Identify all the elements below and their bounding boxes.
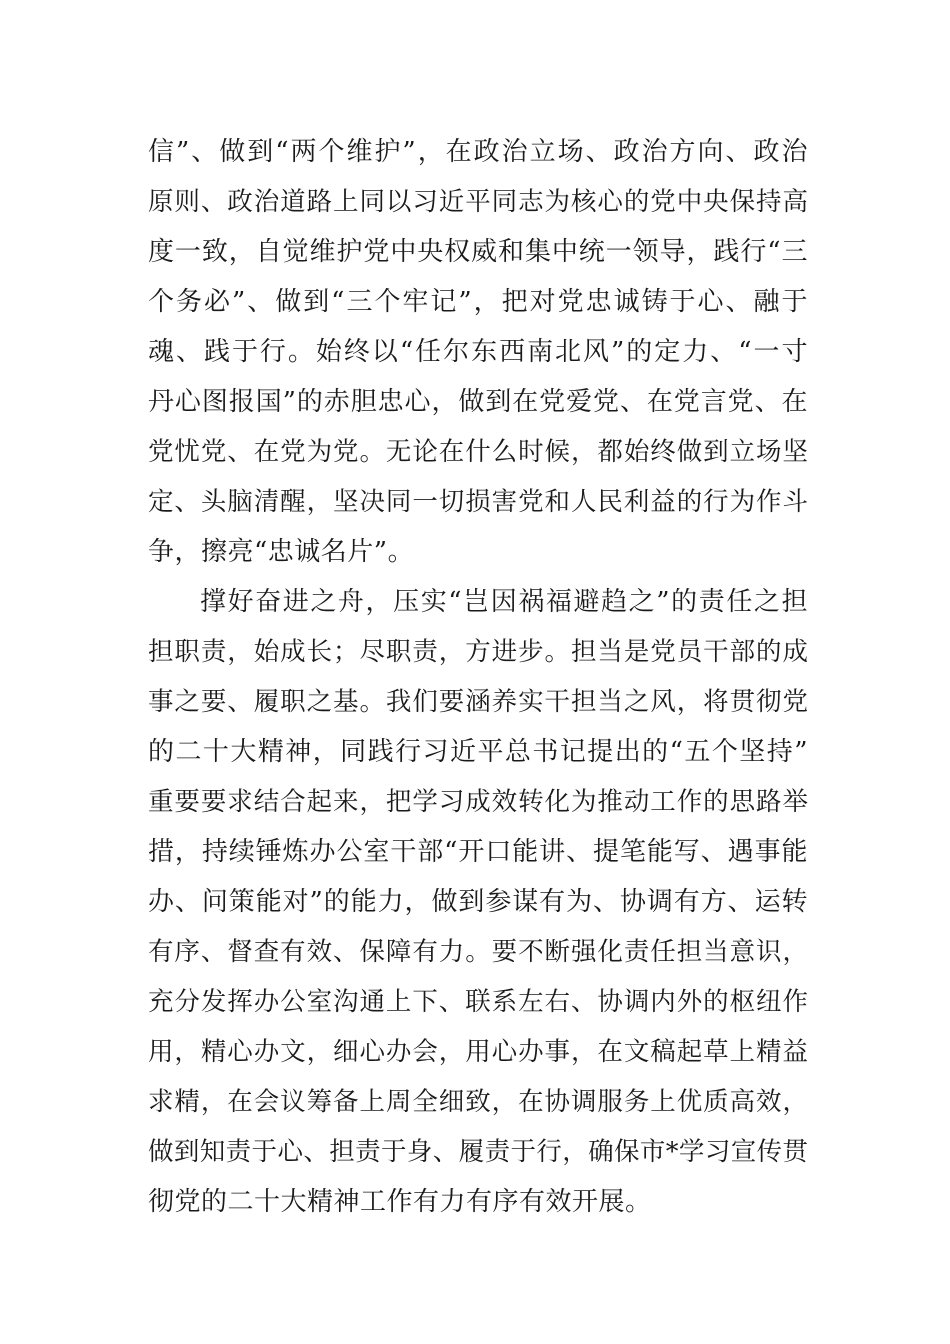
paragraph-2-line-5: 重要要求结合起来，把学习成效转化为推动工作的思路举 (148, 787, 808, 817)
paragraph-2-line-1: 撑好奋进之舟，压实“岂因祸福避趋之”的责任之担 (200, 587, 808, 617)
paragraph-2-line-9: 充分发挥办公室沟通上下、联系左右、协调内外的枢纽作 (148, 987, 808, 1017)
paragraph-2-line-7: 办、问策能对”的能力，做到参谋有为、协调有方、运转 (148, 887, 808, 917)
paragraph-2-line-3: 事之要、履职之基。我们要涵养实干担当之风，将贯彻党 (148, 687, 808, 717)
paragraph-2-line-8: 有序、督查有效、保障有力。要不断强化责任担当意识， (148, 937, 808, 967)
paragraph-1-line-3: 度一致，自觉维护党中央权威和集中统一领导，践行“三 (148, 237, 808, 267)
paragraph-2-line-10: 用，精心办文，细心办会，用心办事，在文稿起草上精益 (148, 1037, 808, 1067)
paragraph-1-line-4: 个务必”、做到“三个牢记”，把对党忠诚铸于心、融于 (148, 287, 808, 317)
paragraph-2-line-13: 彻党的二十大精神工作有力有序有效开展。 (148, 1187, 652, 1217)
paragraph-1-line-2: 原则、政治道路上同以习近平同志为核心的党中央保持高 (148, 187, 808, 217)
paragraph-2-line-11: 求精，在会议筹备上周全细致，在协调服务上优质高效， (148, 1087, 808, 1117)
paragraph-2-line-2: 担职责，始成长；尽职责，方进步。担当是党员干部的成 (148, 637, 808, 667)
paragraph-1-line-8: 定、头脑清醒，坚决同一切损害党和人民利益的行为作斗 (148, 487, 808, 517)
paragraph-1-line-1: 信”、做到“两个维护”，在政治立场、政治方向、政治 (148, 137, 808, 167)
paragraph-1-line-5: 魂、践于行。始终以“任尔东西南北风”的定力、“一寸 (148, 337, 808, 367)
paragraph-1-line-9: 争，擦亮“忠诚名片”。 (148, 537, 415, 567)
paragraph-1-line-7: 党忧党、在党为党。无论在什么时候，都始终做到立场坚 (148, 437, 808, 467)
paragraph-2-line-4: 的二十大精神，同践行习近平总书记提出的“五个坚持” (148, 737, 808, 767)
paragraph-2-line-6: 措，持续锤炼办公室干部“开口能讲、提笔能写、遇事能 (148, 837, 808, 867)
paragraph-2-line-12: 做到知责于心、担责于身、履责于行，确保市*学习宣传贯 (148, 1137, 808, 1167)
paragraph-1-line-6: 丹心图报国”的赤胆忠心，做到在党爱党、在党言党、在 (148, 387, 808, 417)
